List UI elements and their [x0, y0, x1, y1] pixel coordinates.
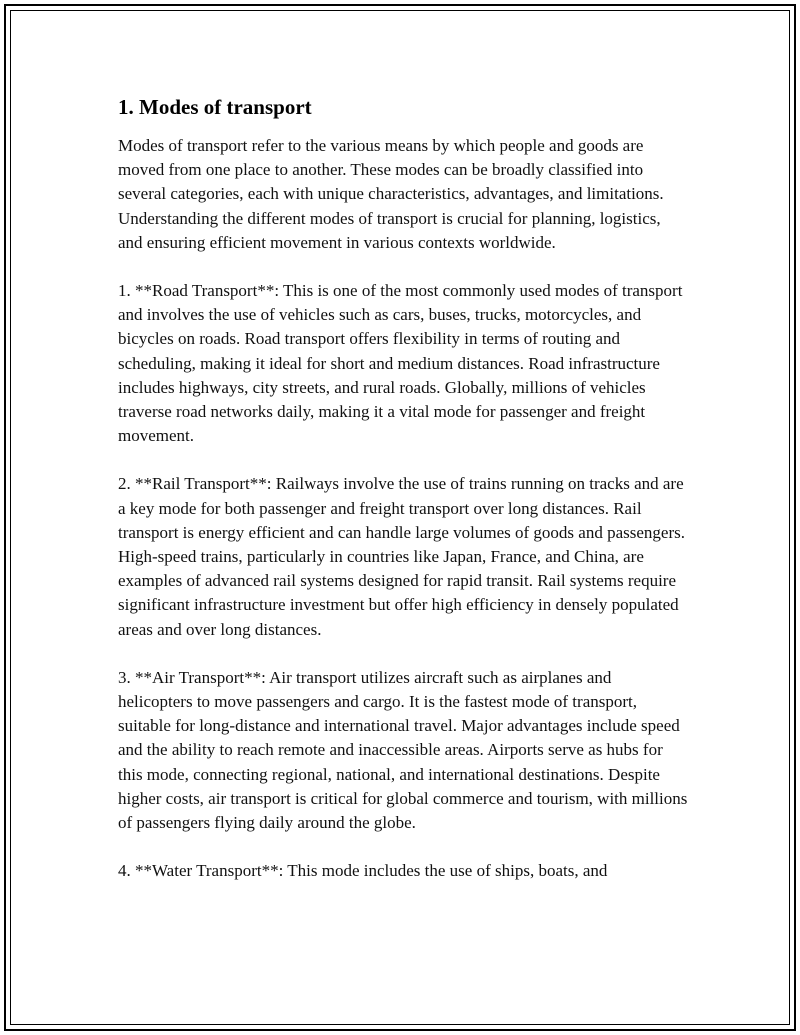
paragraph-air-transport: 3. **Air Transport**: Air transport utilizes aircraft such as airplanes and helicopters to move passengers and cargo. It is the fastest mode of transport, suitable for long-distance and international travel. Major advantages include speed and the ability to reach remote and inaccessible areas. Airports serve as hubs for this mode, connecting regional, national, and international destinations. Despite higher costs, air transport is critical for global commerce and tourism, with millions of passengers flying daily around the globe. — [118, 667, 688, 833]
document-body — [118, 94, 688, 907]
paragraph-water-transport: 4. **Water Transport**: This mode includes the use of ships, boats, and — [118, 861, 608, 881]
section-heading: 1. Modes of transport — [118, 95, 312, 119]
paragraph-road-transport: 1. **Road Transport**: This is one of the most commonly used modes of transport and involves the use of vehicles such as cars, buses, trucks, motorcycles, and bicycles on roads. Road transport offers flexibility in terms of routing and scheduling, making it ideal for short and medium distances. Road infrastructure includes highways, city streets, and rural roads. Globally, millions of vehicles traverse road networks daily, making it a vital mode for passenger and freight movement. — [118, 281, 683, 446]
paragraph-rail-transport: 2. **Rail Transport**: Railways involve the use of trains running on tracks and are a key mode for both passenger and freight transport over long distances. Rail transport is energy efficient and can handle large volumes of goods and passengers. High-speed trains, particularly in countries like Japan, France, and China, are examples of advanced rail systems designed for rapid transit. Rail systems require significant infrastructure investment but offer high efficiency in densely populated areas and over long distances. — [118, 474, 685, 639]
paragraph-intro: Modes of transport refer to the various means by which people and goods are moved from one place to another. These modes can be broadly classified into several categories, each with unique characteristics, advantages, and limitations. Understanding the different modes of transport is crucial for planning, logistics, and ensuring efficient movement in various contexts worldwide. — [118, 136, 664, 252]
